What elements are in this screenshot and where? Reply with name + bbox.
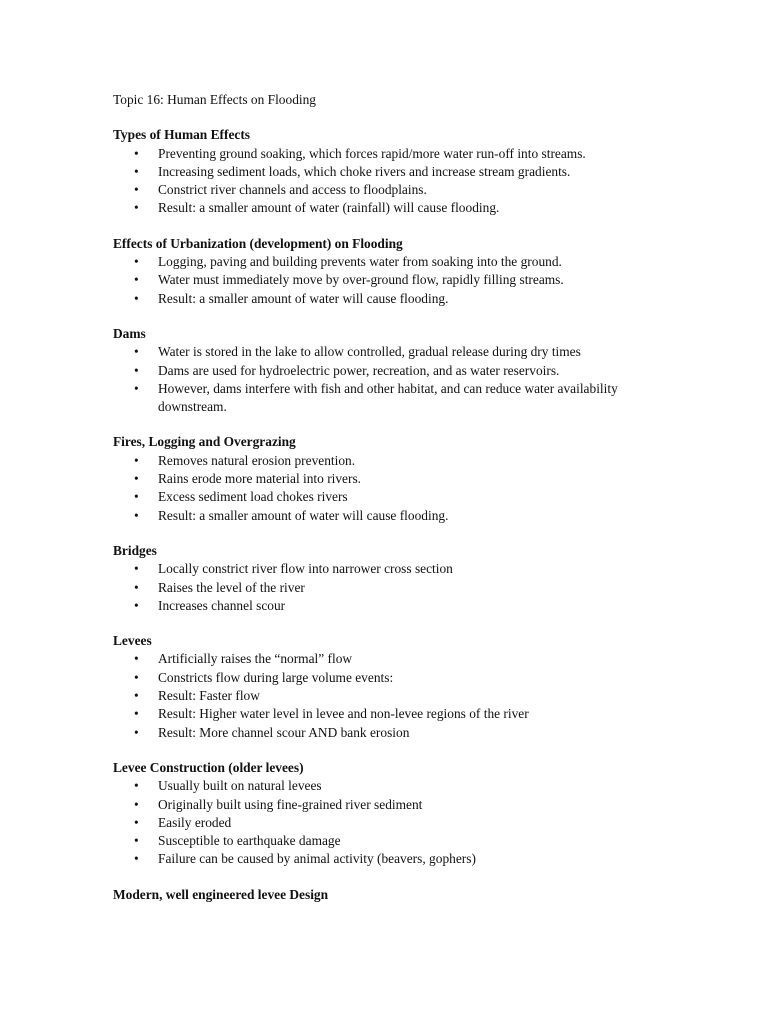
list-item-text: Usually built on natural levees [158,778,322,794]
bullet-icon: • [134,597,139,613]
list-item-text: Failure can be caused by animal activity (beavers, gophers) [158,851,476,867]
bullet-icon: • [134,796,139,812]
list-item [113,832,673,850]
page-title: Topic 16: Human Effects on Flooding [113,92,316,107]
list-item [113,470,673,488]
bullet-icon: • [134,507,139,523]
section-heading: Dams [113,325,146,341]
bullet-icon: • [134,688,139,704]
bullet-list [113,777,673,868]
list-item [113,777,673,795]
document-page [113,91,673,921]
bullet-icon: • [134,669,139,685]
bullet-icon: • [134,814,139,830]
list-item [113,362,673,380]
list-item [113,380,673,417]
bullet-icon: • [134,579,139,595]
list-item-text: Locally constrict river flow into narrower cross section [158,561,453,577]
list-item [113,560,673,578]
bullet-icon: • [134,489,139,505]
list-item-text: Dams are used for hydroelectric power, recreation, and as water reservoirs. [158,362,560,378]
bullet-icon: • [134,452,139,468]
list-item-text: Result: More channel scour AND bank erosion [158,724,410,740]
bullet-list [113,650,673,741]
bullet-icon: • [134,724,139,740]
bullet-icon: • [134,182,139,198]
list-item [113,488,673,506]
section [113,126,673,217]
list-item-text: Water is stored in the lake to allow controlled, gradual release during dry times [158,344,581,360]
bullet-icon: • [134,778,139,794]
list-item-text: Result: Higher water level in levee and non-levee regions of the river [158,706,529,722]
bullet-list [113,145,673,218]
list-item-text: Preventing ground soaking, which forces rapid/more water run-off into streams. [158,145,586,161]
list-item [113,796,673,814]
section-heading: Levee Construction (older levees) [113,759,304,775]
list-item-text: Increases channel scour [158,597,286,613]
list-item [113,579,673,597]
section-heading: Types of Human Effects [113,127,250,143]
list-item-text: Constrict river channels and access to floodplains. [158,182,427,198]
bullet-list [113,343,673,416]
section [113,632,673,742]
list-item [113,850,673,868]
bullet-icon: • [134,145,139,161]
list-item-text: Result: a smaller amount of water will cause flooding. [158,290,449,306]
section-heading: Effects of Urbanization (development) on Flooding [113,235,403,251]
list-item-text: Susceptible to earthquake damage [158,833,341,849]
bullet-icon: • [134,163,139,179]
section-heading: Levees [113,633,152,649]
list-item-text: Result: a smaller amount of water (rainfall) will cause flooding. [158,200,500,216]
section [113,759,673,869]
list-item-text: Rains erode more material into rivers. [158,471,362,487]
bullet-list [113,560,673,615]
list-item-text: Logging, paving and building prevents water from soaking into the ground. [158,254,562,270]
section [113,325,673,416]
list-item-text: Constricts flow during large volume events: [158,669,394,685]
list-item [113,163,673,181]
bullet-icon: • [134,471,139,487]
bullet-icon: • [134,561,139,577]
list-item [113,271,673,289]
list-item [113,145,673,163]
sections-container [113,126,673,904]
bullet-icon: • [134,254,139,270]
bullet-icon: • [134,200,139,216]
section-heading: Bridges [113,542,157,558]
list-item [113,181,673,199]
list-item [113,650,673,668]
list-item [113,669,673,687]
section [113,886,673,904]
section-heading: Fires, Logging and Overgrazing [113,434,296,450]
section [113,235,673,308]
list-item [113,199,673,217]
list-item [113,814,673,832]
bullet-icon: • [134,851,139,867]
list-item [113,597,673,615]
bullet-icon: • [134,362,139,378]
bullet-icon: • [134,344,139,360]
list-item [113,290,673,308]
bullet-icon: • [134,706,139,722]
list-item-text: Result: Faster flow [158,688,260,704]
list-item-text: Removes natural erosion prevention. [158,452,356,468]
section-heading: Modern, well engineered levee Design [113,886,329,902]
bullet-icon: • [134,833,139,849]
list-item [113,687,673,705]
list-item-text: Raises the level of the river [158,579,305,595]
list-item [113,253,673,271]
list-item-text: However, dams interfere with fish and other habitat, and can reduce water availability downstream. [158,380,618,415]
list-item-text: Artificially raises the “normal” flow [158,651,353,667]
bullet-icon: • [134,272,139,288]
list-item-text: Excess sediment load chokes rivers [158,489,348,505]
list-item-text: Result: a smaller amount of water will cause flooding. [158,507,449,523]
list-item [113,343,673,361]
section [113,542,673,615]
list-item [113,452,673,470]
bullet-icon: • [134,290,139,306]
list-item-text: Originally built using fine-grained river sediment [158,796,423,812]
bullet-icon: • [134,651,139,667]
section [113,433,673,524]
list-item [113,507,673,525]
bullet-icon: • [134,380,139,396]
bullet-list [113,253,673,308]
list-item-text: Water must immediately move by over-ground flow, rapidly filling streams. [158,272,564,288]
list-item-text: Increasing sediment loads, which choke rivers and increase stream gradients. [158,163,571,179]
list-item-text: Easily eroded [158,814,232,830]
list-item [113,705,673,723]
list-item [113,724,673,742]
bullet-list [113,452,673,525]
